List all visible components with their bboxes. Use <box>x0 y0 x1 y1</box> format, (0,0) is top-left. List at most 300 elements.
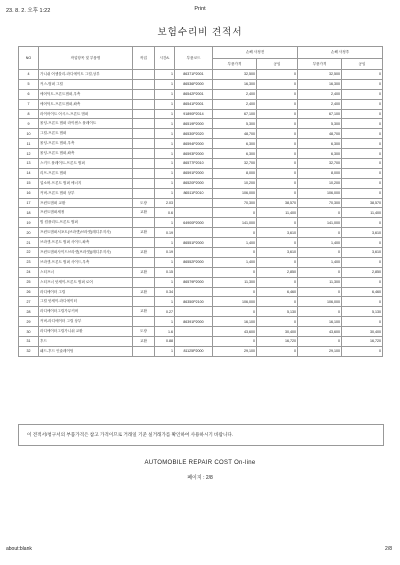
row-no: 18 <box>19 208 39 218</box>
row-parts-price-before: 0 <box>213 337 257 347</box>
row-work: 교환 <box>133 307 155 317</box>
row-hours: 1 <box>155 277 175 287</box>
price-note: 이 견적서/청구서의 부품가격은 참고 가격이므로 거래일 기준 실거래가를 확인하여 사용하시기 바랍니다. <box>18 424 384 446</box>
row-no: 30 <box>19 327 39 337</box>
row-code <box>175 208 213 218</box>
row-code: 86579P2000 <box>175 277 213 287</box>
row-hours: 1 <box>155 109 175 119</box>
table-row <box>19 257 383 267</box>
row-no: 19 <box>19 218 39 228</box>
row-hours: 1 <box>155 89 175 99</box>
row-no: 31 <box>19 337 39 347</box>
table-row <box>19 168 383 178</box>
row-parts-price-after: 48,700 <box>298 129 342 139</box>
row-item: 그릴 앗세이-라디에이터 <box>39 297 133 307</box>
row-code: 86536P2000 <box>175 79 213 89</box>
row-item: 브라켓-프론트 범퍼 사이드,좌측 <box>39 238 133 248</box>
row-labor-before: 0 <box>257 159 298 169</box>
row-code: 86520P2000 <box>175 178 213 188</box>
row-item: 라디에이터 그릴 <box>39 287 133 297</box>
row-no: 6 <box>19 89 39 99</box>
row-code: 86551P2000 <box>175 238 213 248</box>
row-item: 몰딩-프론트 범퍼 라이센스 플레이트 <box>39 119 133 129</box>
row-labor-before: 0 <box>257 119 298 129</box>
row-work <box>133 188 155 198</box>
row-no: 17 <box>19 198 39 208</box>
row-parts-price-after: 70,300 <box>298 198 342 208</box>
row-item: 스티프너 <box>39 267 133 277</box>
row-parts-price-after: 1,400 <box>298 238 342 248</box>
table-row <box>19 79 383 89</box>
row-labor-before: 3,610 <box>257 228 298 238</box>
row-parts-price-before: 1,400 <box>213 238 257 248</box>
col-work: 작업 <box>133 47 155 70</box>
row-work <box>133 149 155 159</box>
row-parts-price-before: 5,300 <box>213 119 257 129</box>
row-no: 27 <box>19 297 39 307</box>
row-labor-after: 0 <box>342 346 383 356</box>
row-labor-before: 0 <box>257 70 298 80</box>
row-hours: 1.6 <box>155 327 175 337</box>
row-labor-after: 11,400 <box>342 208 383 218</box>
row-no: 29 <box>19 317 39 327</box>
row-labor-after: 0 <box>342 317 383 327</box>
row-item: 라디에이터그릴가무커버 <box>39 307 133 317</box>
row-labor-before: 0 <box>257 89 298 99</box>
footer-page-count: 2/8 <box>385 546 392 552</box>
row-labor-before: 16,720 <box>257 337 298 347</box>
row-labor-after: 0 <box>342 149 383 159</box>
table-row <box>19 277 383 287</box>
row-hours: 1 <box>155 79 175 89</box>
row-work <box>133 119 155 129</box>
row-work <box>133 159 155 169</box>
col-group-after: 손해 사정후 <box>298 47 383 59</box>
print-header-title: Print <box>194 6 206 12</box>
row-parts-price-before: 2,400 <box>213 99 257 109</box>
table-row <box>19 99 383 109</box>
table-row <box>19 129 383 139</box>
col-no: NO <box>19 47 39 70</box>
row-parts-price-before: 1,400 <box>213 257 257 267</box>
row-labor-before: 6,460 <box>257 287 298 297</box>
row-labor-after: 0 <box>342 277 383 287</box>
row-labor-before: 30,400 <box>257 327 298 337</box>
row-item: 업소버-프론트 범퍼 에너지 <box>39 178 133 188</box>
row-work <box>133 168 155 178</box>
row-labor-after: 0 <box>342 109 383 119</box>
table-row <box>19 70 383 80</box>
row-labor-before: 0 <box>257 257 298 267</box>
row-work: 교환 <box>133 287 155 297</box>
row-code: 86591P2000 <box>175 168 213 178</box>
row-work <box>133 277 155 287</box>
row-labor-before: 0 <box>257 346 298 356</box>
row-parts-price-before: 0 <box>213 248 257 258</box>
row-code <box>175 337 213 347</box>
row-parts-price-before: 0 <box>213 228 257 238</box>
row-parts-price-after: 43,600 <box>298 327 342 337</box>
row-parts-price-before: 43,600 <box>213 327 257 337</box>
row-labor-before: 0 <box>257 149 298 159</box>
service-name: AUTOMOBILE REPAIR COST On-line <box>144 460 256 466</box>
col-labor-before: 공임 <box>257 59 298 70</box>
row-no: 20 <box>19 228 39 238</box>
row-labor-after: 0 <box>342 238 383 248</box>
row-parts-price-after: 16,300 <box>298 79 342 89</box>
row-work <box>133 70 155 80</box>
row-item: 후드 <box>39 337 133 347</box>
row-code <box>175 287 213 297</box>
row-no: 23 <box>19 257 39 267</box>
row-labor-before: 0 <box>257 188 298 198</box>
row-work <box>133 139 155 149</box>
row-item: 커스-범퍼 그릴 <box>39 79 133 89</box>
row-item: 커버-프론트 범퍼 상부 <box>39 188 133 198</box>
row-labor-after: 0 <box>342 79 383 89</box>
table-row <box>19 198 383 208</box>
row-work <box>133 109 155 119</box>
row-work <box>133 99 155 109</box>
row-parts-price-after: 8,000 <box>298 168 342 178</box>
row-item: 브라켓-프론트 범퍼 사이드,우측 <box>39 257 133 267</box>
row-parts-price-before: 0 <box>213 287 257 297</box>
col-parts-price-after: 부품가격 <box>298 59 342 70</box>
row-parts-price-after: 32,500 <box>298 70 342 80</box>
row-code: 86552P2000 <box>175 257 213 267</box>
row-parts-price-after: 0 <box>298 307 342 317</box>
row-no: 26 <box>19 287 39 297</box>
table-row <box>19 159 383 169</box>
row-no: 12 <box>19 149 39 159</box>
row-parts-price-before: 106,000 <box>213 297 257 307</box>
table-row <box>19 208 383 218</box>
row-code <box>175 248 213 258</box>
row-work <box>133 297 155 307</box>
table-row <box>19 178 383 188</box>
row-parts-price-before: 6,300 <box>213 139 257 149</box>
row-labor-after: 38,570 <box>342 198 383 208</box>
row-labor-before: 0 <box>257 218 298 228</box>
print-datetime: 23. 8. 2. 오후 1:22 <box>6 8 51 14</box>
row-parts-price-after: 0 <box>298 228 342 238</box>
row-parts-price-before: 32,500 <box>213 70 257 80</box>
row-no: 14 <box>19 168 39 178</box>
row-parts-price-before: 10,200 <box>213 178 257 188</box>
row-parts-price-after: 0 <box>298 337 342 347</box>
table-row <box>19 188 383 198</box>
row-hours: 1 <box>155 346 175 356</box>
row-code: 86541P2001 <box>175 99 213 109</box>
row-parts-price-before: 0 <box>213 267 257 277</box>
row-parts-price-after: 141,000 <box>298 218 342 228</box>
row-parts-price-before: 48,700 <box>213 129 257 139</box>
row-parts-price-before: 11,300 <box>213 277 257 287</box>
row-labor-after: 0 <box>342 297 383 307</box>
row-code: 86391P2000 <box>175 317 213 327</box>
row-labor-after: 0 <box>342 99 383 109</box>
row-item: 프런트범퍼세정 <box>39 208 133 218</box>
row-no: 15 <box>19 178 39 188</box>
row-no: 7 <box>19 99 39 109</box>
col-code: 부품코드 <box>175 47 213 70</box>
row-hours: 0.6 <box>155 208 175 218</box>
row-parts-price-after: 6,300 <box>298 149 342 159</box>
row-parts-price-after: 0 <box>298 208 342 218</box>
row-labor-after: 30,400 <box>342 327 383 337</box>
row-parts-price-after: 32,700 <box>298 159 342 169</box>
row-hours: 1 <box>155 297 175 307</box>
row-hours: 1 <box>155 317 175 327</box>
row-parts-price-after: 67,100 <box>298 109 342 119</box>
row-parts-price-after: 2,400 <box>298 89 342 99</box>
row-labor-after: 0 <box>342 129 383 139</box>
row-parts-price-after: 6,300 <box>298 139 342 149</box>
row-hours: 1 <box>155 70 175 80</box>
row-labor-before: 38,570 <box>257 198 298 208</box>
row-no: 28 <box>19 307 39 317</box>
row-no: 24 <box>19 267 39 277</box>
row-no: 11 <box>19 139 39 149</box>
row-parts-price-before: 2,400 <box>213 89 257 99</box>
row-work: 교환 <box>133 337 155 347</box>
row-code: 86577P2010 <box>175 159 213 169</box>
row-code: 86511P2010 <box>175 188 213 198</box>
table-row <box>19 218 383 228</box>
row-parts-price-before: 0 <box>213 208 257 218</box>
row-parts-price-after: 106,000 <box>298 297 342 307</box>
table-row <box>19 337 383 347</box>
row-no: 8 <box>19 109 39 119</box>
table-row <box>19 267 383 277</box>
row-labor-after: 0 <box>342 159 383 169</box>
row-item: 라디에이터그릴가니쉬 교환 <box>39 327 133 337</box>
row-no: 32 <box>19 346 39 356</box>
row-parts-price-after: 0 <box>298 248 342 258</box>
row-parts-price-before: 106,000 <box>213 188 257 198</box>
row-code: 86371P2001 <box>175 70 213 80</box>
row-labor-before: 11,400 <box>257 208 298 218</box>
row-work <box>133 317 155 327</box>
row-item: 몰딩-프론트 범퍼,좌측 <box>39 149 133 159</box>
row-work: 도장 <box>133 198 155 208</box>
row-parts-price-after: 0 <box>298 287 342 297</box>
table-row <box>19 307 383 317</box>
row-labor-after: 0 <box>342 89 383 99</box>
row-labor-before: 2,850 <box>257 267 298 277</box>
row-hours: 1 <box>155 238 175 248</box>
row-code: 86542P2001 <box>175 89 213 99</box>
col-hours: 시간/L <box>155 47 175 70</box>
row-item: 그릴-프론트 범퍼 <box>39 129 133 139</box>
row-no: 13 <box>19 159 39 169</box>
row-work: 도장 <box>133 327 155 337</box>
row-item: 프런트범퍼사이드브라켓(브라켓)(레디우지사) <box>39 248 133 258</box>
row-code <box>175 327 213 337</box>
row-item: 에어덕트-프론트범퍼,우측 <box>39 89 133 99</box>
row-labor-after: 0 <box>342 70 383 80</box>
page-indicator: 페이지 : 2/8 <box>187 475 213 481</box>
row-code: 86519P2000 <box>175 119 213 129</box>
row-labor-before: 5,130 <box>257 307 298 317</box>
row-parts-price-before: 16,100 <box>213 317 257 327</box>
row-no: 25 <box>19 277 39 287</box>
row-labor-before: 0 <box>257 139 298 149</box>
row-hours: 2.03 <box>155 198 175 208</box>
row-labor-after: 16,720 <box>342 337 383 347</box>
row-labor-before: 0 <box>257 79 298 89</box>
row-code: 86594P2000 <box>175 139 213 149</box>
table-row <box>19 248 383 258</box>
row-work <box>133 89 155 99</box>
row-parts-price-after: 16,100 <box>298 317 342 327</box>
row-labor-after: 3,610 <box>342 228 383 238</box>
row-item: 커버-라디에이터 그릴 상부 <box>39 317 133 327</box>
table-row <box>19 89 383 99</box>
row-labor-after: 0 <box>342 139 383 149</box>
row-labor-after: 0 <box>342 119 383 129</box>
row-work <box>133 79 155 89</box>
row-labor-before: 0 <box>257 238 298 248</box>
table-row <box>19 109 383 119</box>
row-labor-before: 0 <box>257 168 298 178</box>
table-row <box>19 149 383 159</box>
row-work <box>133 218 155 228</box>
row-code: 91890P2014 <box>175 109 213 119</box>
row-item: 에어덕트-프론트범퍼,좌측 <box>39 99 133 109</box>
row-labor-before: 0 <box>257 277 298 287</box>
row-parts-price-after: 1,400 <box>298 257 342 267</box>
row-hours: 1 <box>155 188 175 198</box>
row-labor-after: 0 <box>342 178 383 188</box>
row-hours: 0.19 <box>155 228 175 238</box>
row-parts-price-before: 16,300 <box>213 79 257 89</box>
row-parts-price-after: 10,200 <box>298 178 342 188</box>
row-code <box>175 198 213 208</box>
row-work: 교환 <box>133 208 155 218</box>
row-labor-after: 0 <box>342 257 383 267</box>
row-code: 86530P2020 <box>175 129 213 139</box>
row-code <box>175 267 213 277</box>
row-no: 10 <box>19 129 39 139</box>
row-parts-price-after: 106,000 <box>298 188 342 198</box>
row-parts-price-before: 6,300 <box>213 149 257 159</box>
row-no: 4 <box>19 70 39 80</box>
row-parts-price-after: 2,400 <box>298 99 342 109</box>
row-parts-price-after: 0 <box>298 267 342 277</box>
row-labor-before: 0 <box>257 297 298 307</box>
row-hours: 1 <box>155 159 175 169</box>
col-parts-price-before: 부품가격 <box>213 59 257 70</box>
table-row <box>19 287 383 297</box>
col-group-before: 손해 사정전 <box>213 47 298 59</box>
row-item: 라이어이트 어시스-프론트 범퍼 <box>39 109 133 119</box>
document-title: 보험수리비 견적서 <box>157 27 243 38</box>
row-hours: 0.19 <box>155 248 175 258</box>
row-item: 가니쉬 어셈블리-라디에이트 그릴,상부 <box>39 70 133 80</box>
row-hours: 0.88 <box>155 337 175 347</box>
row-work: 교환 <box>133 228 155 238</box>
row-hours: 1 <box>155 99 175 109</box>
row-no: 9 <box>19 119 39 129</box>
col-item: 작업항목 및 부품명 <box>39 47 133 70</box>
row-work <box>133 257 155 267</box>
row-item: 패드-후드 인슐레이팅 <box>39 346 133 356</box>
row-code <box>175 228 213 238</box>
row-hours: 1 <box>155 119 175 129</box>
table-row <box>19 119 383 129</box>
row-labor-after: 5,130 <box>342 307 383 317</box>
row-item: 빔 컴플리트-프론트 범퍼 <box>39 218 133 228</box>
row-parts-price-after: 5,300 <box>298 119 342 129</box>
row-no: 22 <box>19 248 39 258</box>
table-row <box>19 297 383 307</box>
row-work <box>133 178 155 188</box>
row-parts-price-after: 11,300 <box>298 277 342 287</box>
row-hours: 0.27 <box>155 307 175 317</box>
table-row <box>19 327 383 337</box>
table-row <box>19 238 383 248</box>
row-labor-after: 0 <box>342 218 383 228</box>
row-item: 프런트범퍼서포트(브라켓)브라켓(레디우지사) <box>39 228 133 238</box>
row-labor-after: 3,610 <box>342 248 383 258</box>
table-row <box>19 228 383 238</box>
row-code <box>175 307 213 317</box>
row-hours: 0.15 <box>155 267 175 277</box>
row-hours: 1 <box>155 129 175 139</box>
table-row <box>19 317 383 327</box>
row-work <box>133 346 155 356</box>
row-labor-after: 6,460 <box>342 287 383 297</box>
col-labor-after: 공임 <box>342 59 383 70</box>
row-parts-price-before: 8,000 <box>213 168 257 178</box>
row-code: 86593P2000 <box>175 149 213 159</box>
row-labor-before: 0 <box>257 109 298 119</box>
row-parts-price-before: 32,700 <box>213 159 257 169</box>
row-hours: 1 <box>155 257 175 267</box>
row-parts-price-after: 29,100 <box>298 346 342 356</box>
row-parts-price-before: 70,300 <box>213 198 257 208</box>
table-row <box>19 346 383 356</box>
row-labor-before: 0 <box>257 99 298 109</box>
row-item: 스티프너 앗세이-프론트 범퍼 로어 <box>39 277 133 287</box>
footer-url: about:blank <box>6 546 32 552</box>
row-labor-after: 2,850 <box>342 267 383 277</box>
row-work <box>133 238 155 248</box>
row-work: 교환 <box>133 248 155 258</box>
row-item: 프런트범퍼 교환 <box>39 198 133 208</box>
row-work <box>133 129 155 139</box>
row-code: 64900P2000 <box>175 218 213 228</box>
estimate-table <box>18 46 383 357</box>
row-labor-before: 0 <box>257 317 298 327</box>
row-hours: 1 <box>155 218 175 228</box>
row-no: 16 <box>19 188 39 198</box>
table-row <box>19 139 383 149</box>
row-item: 리프-프론트 범퍼 <box>39 168 133 178</box>
row-labor-after: 0 <box>342 188 383 198</box>
row-labor-before: 0 <box>257 129 298 139</box>
row-no: 21 <box>19 238 39 248</box>
row-code: 86350P2100 <box>175 297 213 307</box>
row-parts-price-before: 29,100 <box>213 346 257 356</box>
row-parts-price-before: 67,100 <box>213 109 257 119</box>
row-hours: 1 <box>155 139 175 149</box>
estimate-rows <box>19 70 383 357</box>
row-parts-price-before: 0 <box>213 307 257 317</box>
row-hours: 1 <box>155 178 175 188</box>
row-labor-before: 0 <box>257 178 298 188</box>
